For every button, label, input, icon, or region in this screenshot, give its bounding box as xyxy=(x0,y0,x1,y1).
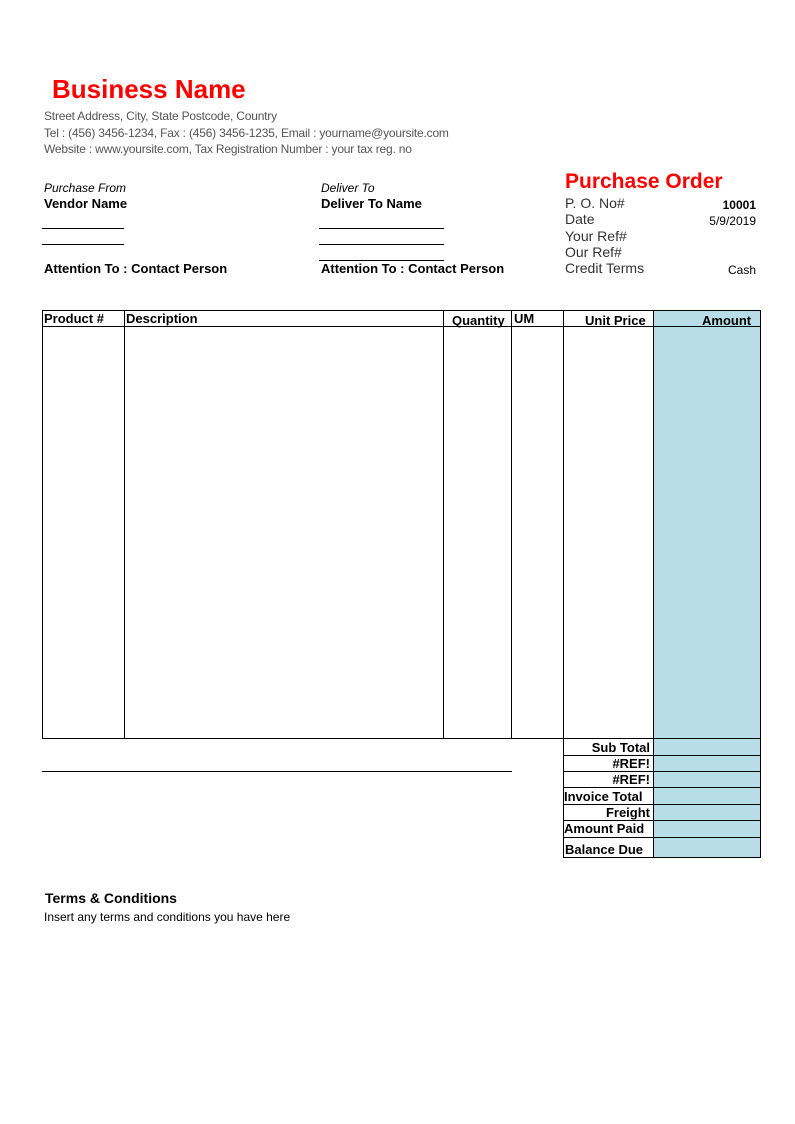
totals-col-divider xyxy=(760,738,761,857)
your-ref-label: Your Ref# xyxy=(565,228,627,244)
amount-column-fill xyxy=(654,311,761,738)
note-line xyxy=(42,771,512,772)
col-divider xyxy=(42,310,43,738)
header-product: Product # xyxy=(44,311,104,326)
header-um: UM xyxy=(514,311,535,326)
deliver-attention: Attention To : Contact Person xyxy=(321,261,505,276)
vendor-name: Vendor Name xyxy=(44,196,128,211)
col-divider xyxy=(511,310,512,738)
ref-label-2: #REF! xyxy=(612,772,650,787)
terms-body: Insert any terms and conditions you have here xyxy=(44,910,291,924)
po-date-value: 5/9/2019 xyxy=(709,214,756,228)
col-divider xyxy=(124,310,125,738)
totals-amount-fill xyxy=(654,739,761,857)
amount-paid-label: Amount Paid xyxy=(564,821,645,836)
business-website: Website : www.yoursite.com, Tax Registration Number : your tax reg. no xyxy=(44,142,412,156)
col-divider xyxy=(760,310,761,738)
balance-due-label: Balance Due xyxy=(565,842,644,857)
header-description: Description xyxy=(126,311,198,326)
col-divider xyxy=(653,310,654,738)
totals-row-line xyxy=(563,771,761,772)
header-unit-price: Unit Price xyxy=(585,313,646,328)
vendor-address-line-1 xyxy=(42,228,124,229)
terms-title: Terms & Conditions xyxy=(45,890,177,906)
invoice-total-label: Invoice Total xyxy=(564,789,643,804)
header-quantity: Quantity xyxy=(452,313,505,328)
deliver-address-line-2 xyxy=(319,244,444,245)
business-address: Street Address, City, State Postcode, Country xyxy=(44,109,277,123)
vendor-attention: Attention To : Contact Person xyxy=(44,261,228,276)
po-title: Purchase Order xyxy=(565,170,723,193)
freight-label: Freight xyxy=(605,805,650,820)
po-date-label: Date xyxy=(565,211,595,227)
po-number-value: 10001 xyxy=(722,198,756,212)
purchase-from-label: Purchase From xyxy=(44,181,127,195)
totals-row-line xyxy=(563,755,761,756)
subtotal-label: Sub Total xyxy=(591,740,650,755)
col-divider xyxy=(443,310,444,738)
credit-terms-label: Credit Terms xyxy=(565,260,645,276)
totals-row-line xyxy=(563,787,761,788)
deliver-to-name: Deliver To Name xyxy=(321,196,422,211)
totals-row-line xyxy=(563,857,761,858)
totals-row-line xyxy=(563,837,761,838)
vendor-address-line-2 xyxy=(42,244,124,245)
col-divider xyxy=(563,310,564,738)
po-number-label: P. O. No# xyxy=(565,195,625,211)
totals-col-divider xyxy=(653,738,654,857)
ref-label-1: #REF! xyxy=(612,756,650,771)
header-amount: Amount xyxy=(702,313,752,328)
credit-terms-value: Cash xyxy=(727,263,756,277)
business-name: Business Name xyxy=(52,74,246,104)
business-contact: Tel : (456) 3456-1234, Fax : (456) 3456-1235, Email : yourname@yoursite.com xyxy=(44,126,449,140)
deliver-to-label: Deliver To xyxy=(321,181,375,195)
totals-row-line xyxy=(563,804,761,805)
deliver-address-line-1 xyxy=(319,228,444,229)
our-ref-label: Our Ref# xyxy=(565,244,622,260)
